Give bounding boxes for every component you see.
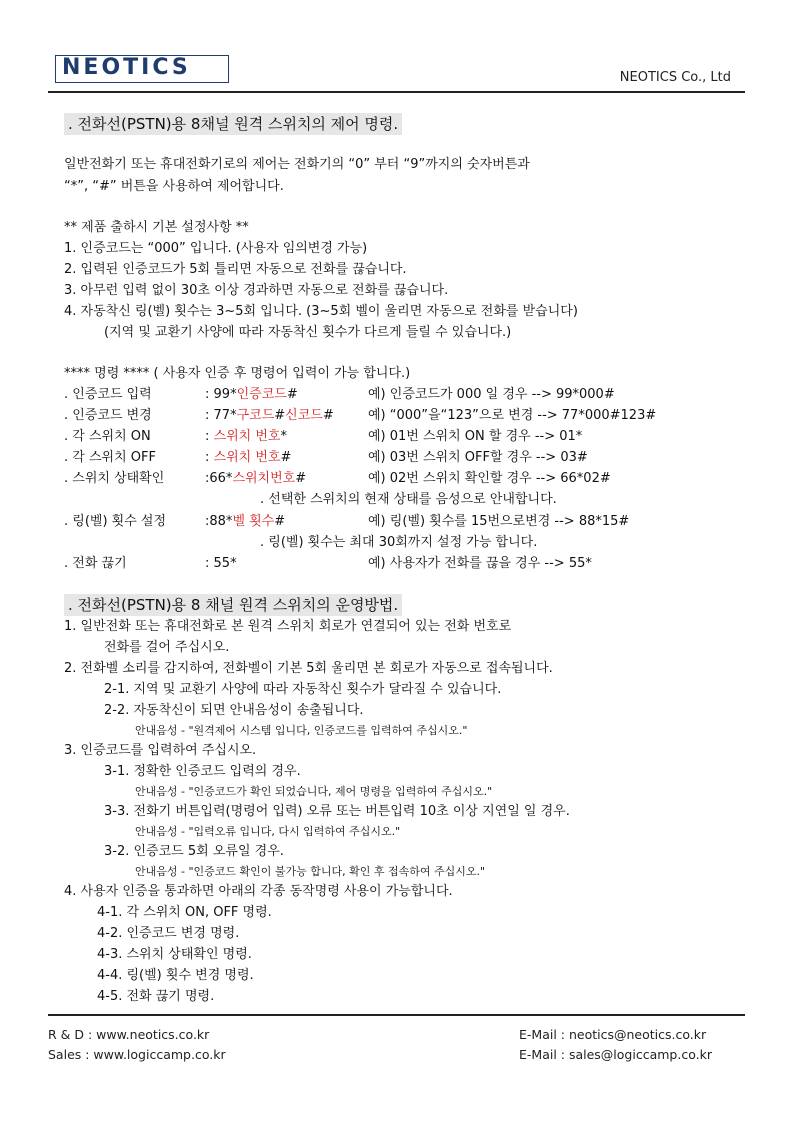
commands-title: **** 명령 **** ( 사용자 인증 후 명령어 입력이 가능 합니다.): [64, 366, 411, 381]
op-line: 4-2. 인증코드 변경 명령.: [97, 926, 240, 941]
command-name: . 각 스위치 ON: [64, 429, 151, 444]
ring-count-note: . 링(벨) 횟수는 최대 30회까지 설정 가능 합니다.: [260, 535, 538, 550]
voice-guide-line: 안내음성 - "입력오류 입니다, 다시 입력하여 주십시오.": [135, 825, 401, 838]
default-item-2: 2. 입력된 인증코드가 5회 틀리면 자동으로 전화를 끊습니다.: [64, 262, 407, 277]
command-example: 예) 03번 스위치 OFF할 경우 --> 03#: [368, 450, 588, 465]
op-line: 3-1. 정확한 인증코드 입력의 경우.: [104, 764, 301, 779]
command-syntax: : 스위치 번호*: [205, 429, 287, 444]
company-logo: [55, 55, 229, 83]
command-name: . 스위치 상태확인: [64, 471, 165, 486]
op-line: 3. 인증코드를 입력하여 주십시오.: [64, 743, 257, 758]
op-line: 3-2. 인증코드 5회 오류일 경우.: [104, 844, 284, 859]
command-syntax: :88*벨 횟수#: [205, 514, 286, 529]
command-name: . 인증코드 변경: [64, 408, 152, 423]
footer-sales-link[interactable]: Sales : www.logiccamp.co.kr: [48, 1047, 226, 1062]
command-syntax: : 99*인증코드#: [205, 387, 298, 402]
op-line: 2-1. 지역 및 교환기 사양에 따라 자동착신 횟수가 달라질 수 있습니다.: [104, 682, 502, 697]
op-line: 2-2. 자동착신이 되면 안내음성이 송출됩니다.: [104, 703, 364, 718]
op-line: 4-4. 링(벨) 횟수 변경 명령.: [97, 968, 254, 983]
footer-divider: [48, 1014, 745, 1016]
section-title-control-commands: . 전화선(PSTN)용 8채널 원격 스위치의 제어 명령.: [64, 113, 402, 135]
voice-guide-line: 안내음성 - "원격제어 시스템 입니다, 인증코드를 입력하여 주십시오.": [135, 724, 468, 737]
footer-email-sales[interactable]: E-Mail : sales@logiccamp.co.kr: [519, 1047, 712, 1062]
default-item-4-note: (지역 및 교환기 사양에 따라 자동착신 횟수가 다르게 들릴 수 있습니다.): [104, 325, 512, 340]
op-line: 4-3. 스위치 상태확인 명령.: [97, 947, 252, 962]
intro-line-1: 일반전화기 또는 휴대전화기로의 제어는 전화기의 “0” 부터 “9”까지의 숫자버튼과: [64, 157, 530, 172]
logo-text: NEOTICS: [62, 55, 191, 80]
status-check-note: . 선택한 스위치의 현재 상태를 음성으로 안내합니다.: [260, 492, 557, 507]
op-line: 2. 전화벨 소리를 감지하여, 전화벨이 기본 5회 울리면 본 회로가 자동으로 접속됩니다.: [64, 661, 553, 676]
command-name: . 링(벨) 횟수 설정: [64, 514, 167, 529]
command-syntax: : 77*구코드#신코드#: [205, 408, 334, 423]
command-example: 예) 링(벨) 횟수를 15번으로변경 --> 88*15#: [368, 514, 630, 529]
command-example: 예) 01번 스위치 ON 할 경우 --> 01*: [368, 429, 583, 444]
op-line: 1. 일반전화 또는 휴대전화로 본 원격 스위치 회로가 연결되어 있는 전화 번호로: [64, 619, 512, 634]
op-line: 3-3. 전화기 버튼입력(명령어 입력) 오류 또는 버튼입력 10초 이상 지연일 일 경우.: [104, 804, 570, 819]
command-example: 예) “000”을“123”으로 변경 --> 77*000#123#: [368, 408, 657, 423]
footer-email-neotics[interactable]: E-Mail : neotics@neotics.co.kr: [519, 1027, 707, 1042]
default-item-4: 4. 자동착신 링(벨) 횟수는 3~5회 입니다. (3~5회 벨이 울리면 자동으로 전화를 받습니다): [64, 304, 578, 319]
command-name: . 전화 끊기: [64, 556, 127, 571]
voice-guide-line: 안내음성 - "인증코드가 확인 되었습니다, 제어 명령을 입력하여 주십시오.": [135, 785, 493, 798]
company-name: NEOTICS Co., Ltd: [619, 70, 731, 85]
command-example: 예) 사용자가 전화를 끊을 경우 --> 55*: [368, 556, 592, 571]
command-syntax: : 55*: [205, 556, 237, 571]
op-line: 4. 사용자 인증을 통과하면 아래의 각종 동작명령 사용이 가능합니다.: [64, 884, 453, 899]
op-line: 4-1. 각 스위치 ON, OFF 명령.: [97, 905, 272, 920]
header-divider: [48, 91, 745, 93]
voice-guide-line: 안내음성 - "인증코드 확인이 불가능 합니다, 확인 후 접속하여 주십시오.": [135, 865, 486, 878]
op-line: 4-5. 전화 끊기 명령.: [97, 989, 215, 1004]
command-name: . 각 스위치 OFF: [64, 450, 156, 465]
command-example: 예) 인증코드가 000 일 경우 --> 99*000#: [368, 387, 615, 402]
default-item-3: 3. 아무런 입력 없이 30초 이상 경과하면 자동으로 전화를 끊습니다.: [64, 283, 449, 298]
footer-rnd-link[interactable]: R & D : www.neotics.co.kr: [48, 1027, 210, 1042]
default-item-1: 1. 인증코드는 “000” 입니다. (사용자 임의변경 가능): [64, 241, 368, 256]
defaults-title: ** 제품 출하시 기본 설정사항 **: [64, 220, 249, 235]
command-syntax: :66*스위치번호#: [205, 471, 307, 486]
command-name: . 인증코드 입력: [64, 387, 152, 402]
command-syntax: : 스위치 번호#: [205, 450, 292, 465]
command-example: 예) 02번 스위치 확인할 경우 --> 66*02#: [368, 471, 611, 486]
intro-line-2: “*”, “#” 버튼을 사용하여 제어합니다.: [64, 179, 284, 194]
op-line: 전화를 걸어 주십시오.: [104, 640, 230, 655]
section-title-operation: . 전화선(PSTN)용 8 채널 원격 스위치의 운영방법.: [64, 594, 402, 616]
